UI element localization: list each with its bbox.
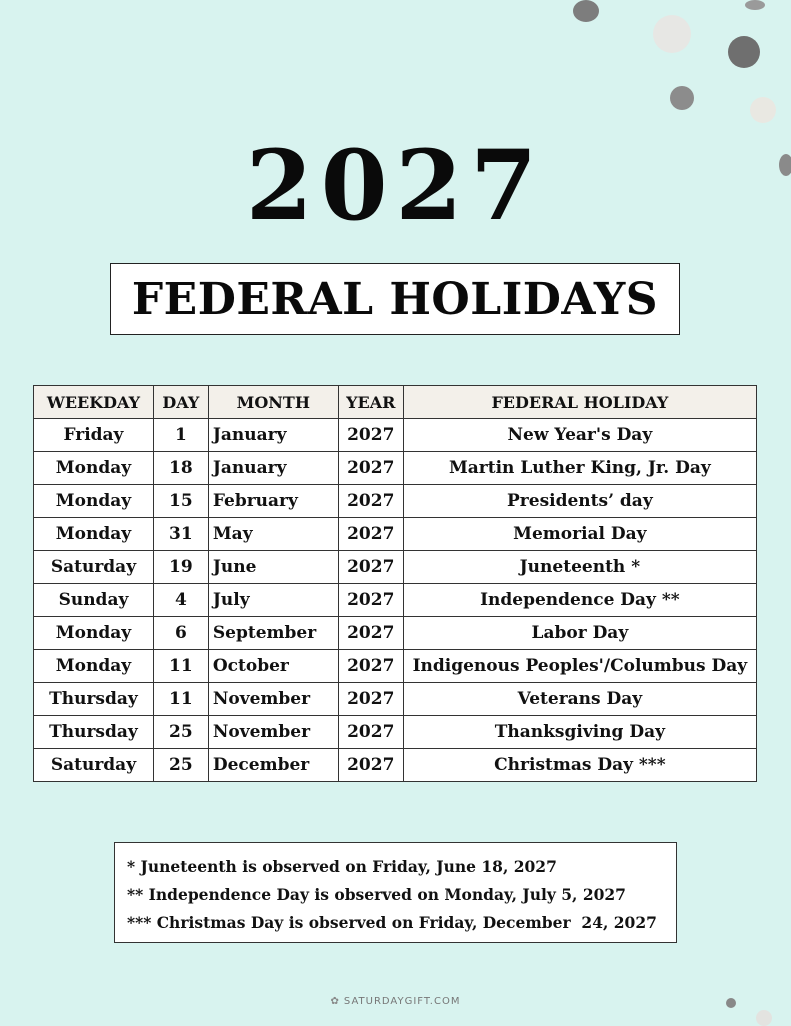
year-cell: 2027 [338,584,403,617]
month-cell: October [208,650,338,683]
table-row [34,485,757,518]
footnotes-box [114,842,677,943]
holiday-cell: Indigenous Peoples'/Columbus Day [403,650,756,683]
month-cell: February [208,485,338,518]
table-row [34,452,757,485]
table-row [34,650,757,683]
table-row [34,683,757,716]
holiday-cell: Independence Day ** [403,584,756,617]
day-cell: 11 [153,650,208,683]
year-cell: 2027 [338,716,403,749]
month-cell: January [208,452,338,485]
table-row [34,551,757,584]
month-cell: December [208,749,338,782]
month-cell: June [208,551,338,584]
day-cell: 31 [153,518,208,551]
confetti-dot [745,0,765,10]
weekday-cell: Monday [34,485,154,518]
year-cell: 2027 [338,551,403,584]
day-cell: 4 [153,584,208,617]
month-cell: July [208,584,338,617]
weekday-cell: Thursday [34,716,154,749]
day-cell: 18 [153,452,208,485]
confetti-dot [573,0,599,22]
day-cell: 25 [153,749,208,782]
month-cell: November [208,716,338,749]
weekday-cell: Saturday [34,749,154,782]
holiday-cell: Veterans Day [403,683,756,716]
header-day: DAY [153,386,208,419]
gift-icon: ✿ [330,996,340,1007]
weekday-cell: Monday [34,650,154,683]
table-row [34,617,757,650]
weekday-cell: Thursday [34,683,154,716]
weekday-cell: Saturday [34,551,154,584]
month-cell: May [208,518,338,551]
holiday-cell: Martin Luther King, Jr. Day [403,452,756,485]
table-row [34,419,757,452]
day-cell: 11 [153,683,208,716]
year-cell: 2027 [338,683,403,716]
year-cell: 2027 [338,485,403,518]
holiday-cell: Labor Day [403,617,756,650]
holiday-cell: Presidents’ day [403,485,756,518]
confetti-dot [728,36,760,68]
footnote-juneteenth: * Juneteenth is observed on Friday, June 18, 2027 [127,857,557,876]
brand-name: SATURDAYGIFT.COM [343,996,461,1007]
title-box [110,263,680,335]
day-cell: 15 [153,485,208,518]
holiday-cell: Thanksgiving Day [403,716,756,749]
year-cell: 2027 [338,518,403,551]
month-cell: January [208,419,338,452]
table-row [34,518,757,551]
year-cell: 2027 [338,650,403,683]
header-year: YEAR [338,386,403,419]
confetti-dot [670,86,694,110]
year-heading: 2027 [245,129,546,242]
holiday-cell: Christmas Day *** [403,749,756,782]
day-cell: 25 [153,716,208,749]
year-cell: 2027 [338,617,403,650]
weekday-cell: Monday [34,452,154,485]
header-weekday: WEEKDAY [34,386,154,419]
page-title: FEDERAL HOLIDAYS [131,273,659,325]
header-month: MONTH [208,386,338,419]
footnote-christmas: *** Christmas Day is observed on Friday, December 24, 2027 [127,913,657,932]
header-holiday: FEDERAL HOLIDAY [403,386,756,419]
weekday-cell: Friday [34,419,154,452]
day-cell: 6 [153,617,208,650]
confetti-dot [653,15,691,53]
month-cell: November [208,683,338,716]
confetti-dot [750,97,776,123]
holiday-cell: Memorial Day [403,518,756,551]
table-header-row [34,386,757,419]
year-cell: 2027 [338,749,403,782]
holiday-cell: New Year's Day [403,419,756,452]
month-cell: September [208,617,338,650]
holidays-table [33,385,757,782]
day-cell: 1 [153,419,208,452]
weekday-cell: Monday [34,518,154,551]
table-row [34,749,757,782]
table-row [34,584,757,617]
weekday-cell: Sunday [34,584,154,617]
weekday-cell: Monday [34,617,154,650]
year-cell: 2027 [338,452,403,485]
day-cell: 19 [153,551,208,584]
year-cell: 2027 [338,419,403,452]
table-row [34,716,757,749]
brand-footer [0,996,791,1007]
holiday-cell: Juneteenth * [403,551,756,584]
footnote-independence-day: ** Independence Day is observed on Monday, July 5, 2027 [127,885,626,904]
